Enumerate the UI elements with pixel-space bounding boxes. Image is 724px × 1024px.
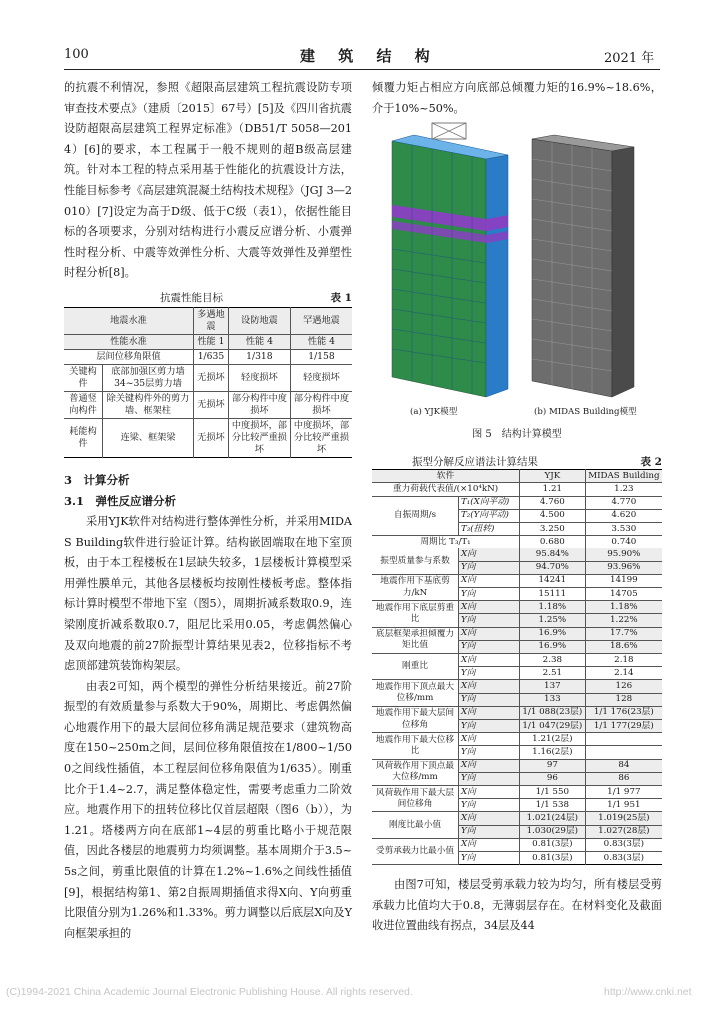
table2-row (372, 536, 662, 549)
table2-cell: 2.18 (585, 654, 662, 667)
table2-cell: 133 (520, 693, 586, 706)
table1-cell: 性能 4 (290, 334, 352, 349)
table2-cell: 1/1 088(23层) (520, 706, 586, 719)
table1-cell: 罕遇地震 (290, 307, 352, 334)
table2-cell: X向 (459, 574, 520, 587)
table2-cell: 周期比 T₃/T₁ (372, 536, 520, 549)
table2-row (372, 812, 662, 825)
table2-cell: 16.9% (520, 627, 586, 640)
table2-cell: 1.019(25层) (585, 812, 662, 825)
table2-cell: Y向 (459, 746, 520, 759)
table2-cell: 1/1 550 (520, 786, 586, 799)
table2-groups (372, 548, 662, 864)
table2-row (372, 654, 662, 667)
table1-cell: 中度损坏，部分比较严重损坏 (228, 418, 290, 457)
table2-cell: Y向 (459, 693, 520, 706)
table2-cell: 1.21(2层) (520, 733, 586, 746)
table2-group-label: 地震作用下底层剪重比 (372, 601, 459, 627)
footer-copyright: (C)1994-2021 China Academic Journal Electronic Publishing House. All rights reserved. (6, 986, 413, 998)
section-3-1-paragraph: 采用YJK软件对结构进行整体弹性分析，并采用MIDAS Building软件进行验证计算。结构嵌固端取在地下室顶板，由于本工程楼板在1层缺失较多，1层楼板计算模型采用弹性膜单元，其他各层楼板均按刚性楼板考虑。整体指标计算时模型不带地下室（图5），周期折减系数取0.9，连梁刚度折减系数取0.7，阻尼比采用0.05，考虑偶然偏心及双向地震的前27阶振型计算结果见表2，位移指标不考虑顶部建筑装饰构架层。 (64, 514, 352, 673)
table2-cell: 1.18% (520, 601, 586, 614)
table1-cell: 底部加强区剪力墙 34~35层剪力墙 (103, 364, 194, 391)
table2-group-label: 刚重比 (372, 654, 459, 680)
table2-cell: 14199 (585, 574, 662, 587)
table2-cell (585, 746, 662, 759)
table2-cell: 95.90% (585, 548, 662, 561)
table2-cell: 1.030(29层) (520, 825, 586, 838)
table2-cell: X向 (459, 680, 520, 693)
table2-cell: Y向 (459, 852, 520, 865)
table1-row (64, 364, 352, 391)
table2-cell: Y向 (459, 561, 520, 574)
table2-cell: Y向 (459, 799, 520, 812)
figure5-sub-b: (b) MIDAS Building模型 (534, 407, 637, 418)
table1-number: 表 1 (330, 291, 352, 304)
table2-row (372, 601, 662, 614)
table2-cell: 137 (520, 680, 586, 693)
table2-row (372, 483, 662, 496)
left-column (64, 78, 352, 944)
table2-group-label: 底层框架承担倾覆力矩比值 (372, 627, 459, 653)
journal-title: 建 筑 结 构 (300, 47, 439, 65)
figure5-sub-a: (a) YJK模型 (410, 407, 458, 418)
table2-row (372, 548, 662, 561)
table2-group-label: 风荷载作用下最大层间位移角 (372, 786, 459, 812)
table2-cell: 14705 (585, 588, 662, 601)
table2-group-label: 风荷载作用下顶点最大位移/mm (372, 759, 459, 785)
table1-cell: 轻度损坏 (290, 364, 352, 391)
table2-cell: 16.9% (520, 640, 586, 653)
table2-group-label: 地震作用下顶点最大位移/mm (372, 680, 459, 706)
table2-cell: X向 (459, 812, 520, 825)
table2-cell: 0.680 (520, 536, 586, 549)
table2-row (372, 627, 662, 640)
table2-cell: X向 (459, 601, 520, 614)
table2-group-label: 刚度比最小值 (372, 812, 459, 838)
table2-cell: 17.7% (585, 627, 662, 640)
table2-cell: 1/1 538 (520, 799, 586, 812)
table2-cell: 2.51 (520, 667, 586, 680)
table2-group-label: 地震作用下基底剪力/kN (372, 574, 459, 600)
table2-cell: 1.22% (585, 614, 662, 627)
table2 (372, 469, 662, 865)
table2-cell: 93.96% (585, 561, 662, 574)
table1-row (64, 349, 352, 364)
table1-cell: 无损坏 (194, 391, 229, 418)
table2-cell: X向 (459, 733, 520, 746)
table2-cell: MIDAS Building (585, 470, 662, 483)
header-rule (64, 69, 660, 70)
table1-cell: 无损坏 (194, 364, 229, 391)
table2-cell: Y向 (459, 614, 520, 627)
table2-group-label: 地震作用下最大层间位移角 (372, 706, 459, 732)
table1-cell: 多遇地震 (194, 307, 229, 334)
table2-cell: 0.81(3层) (520, 852, 586, 865)
table1-cell: 关键构件 (64, 364, 103, 391)
table2-cell: 4.500 (520, 509, 586, 522)
table1-cell: 性能 1 (194, 334, 229, 349)
table2-cell: 14241 (520, 574, 586, 587)
table2-cell: 95.84% (520, 548, 586, 561)
table2-row (372, 838, 662, 851)
table2-number: 表 2 (640, 456, 662, 469)
table2-cell: 2.14 (585, 667, 662, 680)
page-number: 100 (64, 47, 89, 62)
table2-cell: 1.027(28层) (585, 825, 662, 838)
table2-cell: 1/1 047(29层) (520, 720, 586, 733)
table2-cell: X向 (459, 838, 520, 851)
table2-cell: X向 (459, 654, 520, 667)
table2-row (372, 733, 662, 746)
table2-caption (372, 454, 662, 469)
table1-cell: 连梁、框架梁 (103, 418, 194, 457)
table2-group-label: 地震作用下最大位移比 (372, 733, 459, 759)
table2-title: 振型分解反应谱法计算结果 (412, 456, 538, 469)
table2-row (372, 786, 662, 799)
table1-row (64, 391, 352, 418)
table2-cell: Y向 (459, 772, 520, 785)
table2-row (372, 759, 662, 772)
table1-cell: 地震水准 (64, 307, 194, 334)
table1-cell: 轻度损坏 (228, 364, 290, 391)
table1-cell: 中度损坏，部分比较严重损坏 (290, 418, 352, 457)
table2-cell: 4.620 (585, 509, 662, 522)
table2-cell: 0.740 (585, 536, 662, 549)
top-paragraph: 倾覆力矩占相应方向底部总倾覆力矩的16.9%~18.6%，介于10%~50%。 (372, 81, 662, 115)
table1-title: 抗震性能目标 (160, 291, 223, 304)
table1-header-row (64, 307, 352, 334)
section-3-1-title: 3.1 弹性反应谱分析 (64, 493, 177, 508)
table2-cell: 4.760 (520, 496, 586, 509)
table2-cell: 15111 (520, 588, 586, 601)
table2-group-label: 受剪承载力比最小值 (372, 838, 459, 864)
midas-model-image (532, 135, 634, 397)
table2-cell: 1.21 (520, 483, 586, 496)
table1-cell: 耗能构件 (64, 418, 103, 457)
table2-cell: 1.16(2层) (520, 746, 586, 759)
table2-cell: 自振周期/s (372, 496, 459, 536)
figure5 (372, 119, 662, 418)
table2-cell: Y向 (459, 720, 520, 733)
table2-cell: 1.021(24层) (520, 812, 586, 825)
table1-cell: 普通竖向构件 (64, 391, 103, 418)
table2-cell: 96 (520, 772, 586, 785)
table2-cell: X向 (459, 706, 520, 719)
table2-cell: 重力荷载代表值/(×10⁴kN) (372, 483, 520, 496)
table1-cell: 性能 4 (228, 334, 290, 349)
table2-row (372, 574, 662, 587)
table2-cell: 1/1 951 (585, 799, 662, 812)
table2-cell: 3.530 (585, 523, 662, 536)
table1-cell: 无损坏 (194, 418, 229, 457)
table1 (64, 307, 352, 458)
table1-cell: 部分构件中度损坏 (228, 391, 290, 418)
table2-row (372, 496, 662, 509)
table2-cell: 1.23 (585, 483, 662, 496)
table2-cell: Y向 (459, 588, 520, 601)
table2-cell: X向 (459, 548, 520, 561)
table2-header-row (372, 470, 662, 483)
table2-cell: 18.6% (585, 640, 662, 653)
table2-group-label: 振型质量参与系数 (372, 548, 459, 574)
table2-cell: Y向 (459, 640, 520, 653)
table1-cell: 部分构件中度损坏 (290, 391, 352, 418)
table2-cell: X向 (459, 786, 520, 799)
table1-cell: 性能水准 (64, 334, 194, 349)
table2-cell: 97 (520, 759, 586, 772)
table1-cell: 设防地震 (228, 307, 290, 334)
table1-cell: 1/158 (290, 349, 352, 364)
table1-cell: 1/318 (228, 349, 290, 364)
table1-cell: 除关键构件外的剪力墙、框架柱 (103, 391, 194, 418)
table2-cell: 1.25% (520, 614, 586, 627)
table2-cell: 1.18% (585, 601, 662, 614)
figure5-models (372, 119, 662, 403)
table2-cell: 软件 (372, 470, 520, 483)
table2-cell: 128 (585, 693, 662, 706)
table1-caption (64, 290, 352, 306)
bottom-paragraph: 由图7可知，楼层受剪承载力较为均匀，所有楼层受剪承载力比值均大于0.8，无薄弱层存在。在材料变化及截面收进位置曲线有拐点，34层及44 (372, 878, 662, 933)
figure5-caption: 图 5 结构计算模型 (472, 429, 562, 441)
journal-year: 2021 年 (604, 51, 655, 66)
table1-cell: 1/635 (194, 349, 229, 364)
table2-cell: T₂(Y向平动) (459, 509, 520, 522)
table2-cell: 4.770 (585, 496, 662, 509)
table2-cell: 94.70% (520, 561, 586, 574)
table2-cell: 0.81(3层) (520, 838, 586, 851)
table2-cell: 0.83(3层) (585, 852, 662, 865)
section-3-title: 3 计算分析 (64, 472, 130, 487)
table2-cell: 126 (585, 680, 662, 693)
table2-cell: T₁(X向平动) (459, 496, 520, 509)
table2-cell: X向 (459, 759, 520, 772)
table2-row (372, 706, 662, 719)
table2-row (372, 680, 662, 693)
table2-cell: T₃(扭转) (459, 523, 520, 536)
table2-cell: 1/1 176(23层) (585, 706, 662, 719)
table1-row (64, 418, 352, 457)
table2-cell (585, 733, 662, 746)
footer-url: http://www.cnki.net (604, 986, 692, 998)
intro-paragraph: 的抗震不利情况，参照《超限高层建筑工程抗震设防专项审查技术要点》（建质〔2015〕67号）[5]及《四川省抗震设防超限高层建筑工程界定标准》（DB51/T 5058—2014）[6]的要求，本工程属于一般不规则的超B级高层建筑。针对本工程的特点采用基于性能化的抗震设计方法，性能目标参考《高层建筑混凝土结构技术规程》（JGJ 3—2010）[7]设定为高于D级、低于C级（表1），依据性能目标的各项要求，分别对结构进行小震反应谱分析、小震弹性时程分析、中震等效弹性分析、大震等效弹性及弹塑性时程分析[8]。 (64, 81, 352, 280)
table2-cell: 86 (585, 772, 662, 785)
yjk-model-image (392, 123, 508, 397)
table2-cell: 0.83(3层) (585, 838, 662, 851)
table2-cell: X向 (459, 627, 520, 640)
table2-cell: 1/1 177(29层) (585, 720, 662, 733)
table1-cell: 层间位移角限值 (64, 349, 194, 364)
table2-cell: 1/1 977 (585, 786, 662, 799)
table2-cell: Y向 (459, 667, 520, 680)
table2-cell: 2.38 (520, 654, 586, 667)
table2-cell: 84 (585, 759, 662, 772)
table2-cell: 3.250 (520, 523, 586, 536)
result-paragraph: 由表2可知，两个模型的弹性分析结果接近。前27阶振型的有效质量参与系数大于90%，周期比、考虑偶然偏心地震作用下的最大层间位移角满足规范要求（建筑物高度在150~250m之间，层间位移角限值按在1/800~1/500之间线性插值，本工程层间位移角限值为1/635）。刚重比介于1.4~2.7，满足整体稳定性，需要考虑重力二阶效应。地震作用下的扭转位移比仅首层超限（图6（b）），为1.21。塔楼两方向在底部1~4层的剪重比略小于规范限值，因此各楼层的地震剪力均须调整。基本周期介于3.5~5s之间，剪重比限值的计算在1.2%~1.6%之间线性插值[9]，根据结构第1、第2自振周期插值求得X向、Y向剪重比限值分别为1.26%和1.33%。剪力调整以后底层X向及Y向框架承担的 (64, 679, 352, 940)
table2-cell: YJK (520, 470, 586, 483)
table2-cell: Y向 (459, 825, 520, 838)
right-column (372, 78, 662, 937)
table1-row (64, 334, 352, 349)
